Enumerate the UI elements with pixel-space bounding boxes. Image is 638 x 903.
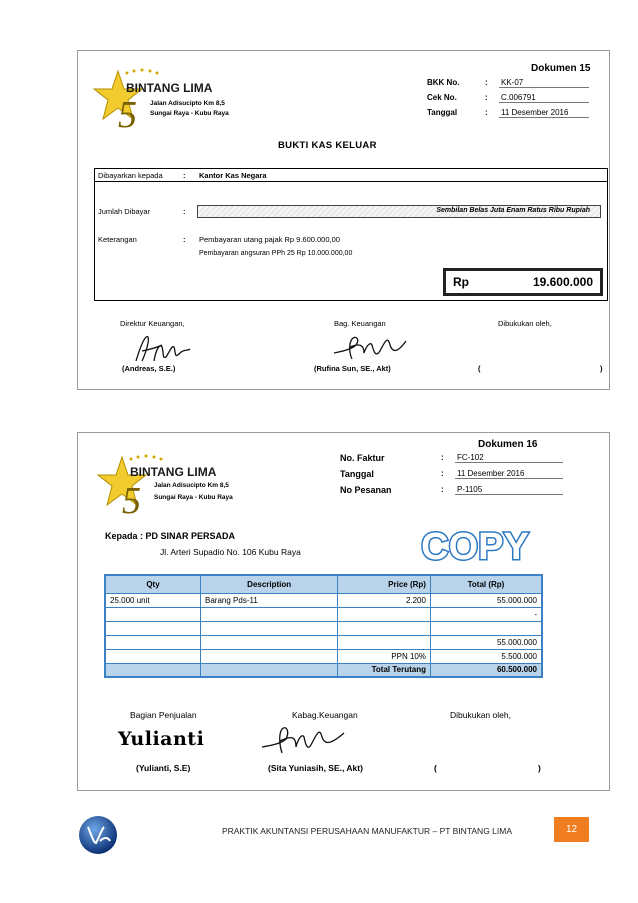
document-title: BUKTI KAS KELUAR (278, 140, 377, 151)
publisher-logo-icon (78, 815, 118, 855)
signer-2-title: Bag. Keuangan (334, 319, 386, 328)
company-address-2: Sungai Raya - Kubu Raya (154, 494, 233, 501)
meta-label: Tanggal (340, 469, 374, 479)
amount-label: Jumlah Dibayar (98, 207, 151, 216)
column-header: Qty (105, 575, 201, 593)
signer-2-name: (Sita Yuniasih, SE., Akt) (268, 763, 363, 773)
invoice-number: FC-102 (455, 453, 563, 463)
meta-label: No Pesanan (340, 485, 392, 495)
copy-stamp (421, 521, 529, 568)
signer-1-name: (Andreas, S.E.) (122, 364, 176, 373)
note-line-2: Pembayaran angsuran PPh 25 Rp 10.000.000,00 (199, 250, 353, 257)
divider (95, 181, 607, 182)
recipient-line: Kepada : PD SINAR PERSADA (105, 531, 236, 541)
company-logo (90, 67, 290, 137)
company-name: BINTANG LIMA (126, 81, 213, 95)
cek-number: C.006791 (499, 93, 589, 103)
document-label: Dokumen 15 (531, 63, 591, 74)
signature-yulianti: Yulianti (118, 728, 205, 750)
invoice-table (104, 574, 543, 678)
recipient-address: Jl. Arteri Supadio No. 106 Kubu Raya (160, 547, 301, 557)
svg-text:COPY: COPY (421, 526, 529, 568)
table-row: PPN 10% 5.500.000 (105, 649, 542, 663)
signer-1-name: (Yulianti, S.E) (136, 763, 191, 773)
company-logo (94, 453, 294, 528)
total-value: 60.500.000 (430, 663, 542, 677)
table-row: 25.000 unit Barang Pds-11 2.200 55.000.000 (105, 593, 542, 607)
meta-label: Cek No. (427, 93, 457, 102)
company-address-1: Jalan Adisucipto Km 8,5 (150, 100, 225, 107)
signer-2-title: Kabag.Keuangan (292, 710, 358, 720)
page-number: 12 (554, 817, 589, 842)
signature-andreas (132, 331, 194, 367)
kas-keluar-document (77, 50, 610, 390)
svg-text:5: 5 (118, 94, 137, 136)
company-address-2: Sungai Raya - Kubu Raya (150, 110, 229, 117)
column-header: Price (Rp) (338, 575, 431, 593)
voucher-meta: BKK No. : KK-07 Cek No. : C.006791 Tanggal : 11 Desember 2016 (427, 78, 607, 126)
note-label: Keterangan (98, 235, 137, 244)
signature-sita (258, 721, 348, 759)
note-line-1: Pembayaran utang pajak Rp 9.600.000,00 (199, 235, 340, 244)
table-row (105, 621, 542, 635)
order-number: P-1105 (455, 485, 563, 495)
signer-1-title: Direktur Keuangan, (120, 319, 185, 328)
table-header-row (105, 575, 542, 593)
signer-3-name: ( (434, 763, 437, 773)
paid-to-value: Kantor Kas Negara (199, 171, 267, 180)
signer-1-title: Bagian Penjualan (130, 710, 197, 720)
bkk-number: KK-07 (499, 78, 589, 88)
column-header: Description (201, 575, 338, 593)
signer-3-title: Dibukukan oleh, (450, 710, 511, 720)
table-row: 55.000.000 (105, 635, 542, 649)
table-total-row (105, 663, 542, 677)
signer-3-close: ) (600, 364, 603, 373)
signature-rufina (330, 331, 410, 363)
table-row: - (105, 607, 542, 621)
company-address-1: Jalan Adisucipto Km 8,5 (154, 482, 229, 489)
company-name: BINTANG LIMA (130, 465, 217, 479)
paid-to-label: Dibayarkan kepada (98, 171, 163, 180)
voucher-date: 11 Desember 2016 (499, 108, 589, 118)
svg-text:5: 5 (122, 480, 141, 522)
invoice-document (77, 432, 610, 791)
amount-in-words: Sembilan Belas Juta Enam Ratus Ribu Rupiah (197, 205, 601, 218)
voucher-body: Dibayarkan kepada : Kantor Kas Negara Jumlah Dibayar : Sembilan Belas Juta Enam Ratus Ribu Rupiah Keterangan : Pembayaran utang pajak Rp 9.600.000,00 Pembayaran angsuran PPh 25 Rp 10.000.000,00 Rp 19.600.000 (94, 168, 608, 301)
total-amount: 19.600.000 (532, 275, 593, 289)
signer-2-name: (Rufina Sun, SE., Akt) (314, 364, 391, 373)
column-header: Total (Rp) (430, 575, 542, 593)
total-amount-box (443, 268, 603, 296)
signer-3-name: ( (478, 364, 481, 373)
currency-label: Rp (453, 275, 469, 289)
meta-label: BKK No. (427, 78, 460, 87)
total-label: Total Terutang (338, 663, 431, 677)
meta-label: No. Faktur (340, 453, 385, 463)
signer-3-close: ) (538, 763, 541, 773)
footer-title: PRAKTIK AKUNTANSI PERUSAHAAN MANUFAKTUR – PT BINTANG LIMA (222, 826, 513, 836)
signer-3-title: Dibukukan oleh, (498, 319, 552, 328)
document-label: Dokumen 16 (478, 439, 538, 450)
invoice-meta: No. Faktur : FC-102 Tanggal : 11 Desember 2016 No Pesanan : P-1105 (340, 453, 570, 503)
meta-label: Tanggal (427, 108, 458, 117)
invoice-date: 11 Desember 2016 (455, 469, 563, 479)
